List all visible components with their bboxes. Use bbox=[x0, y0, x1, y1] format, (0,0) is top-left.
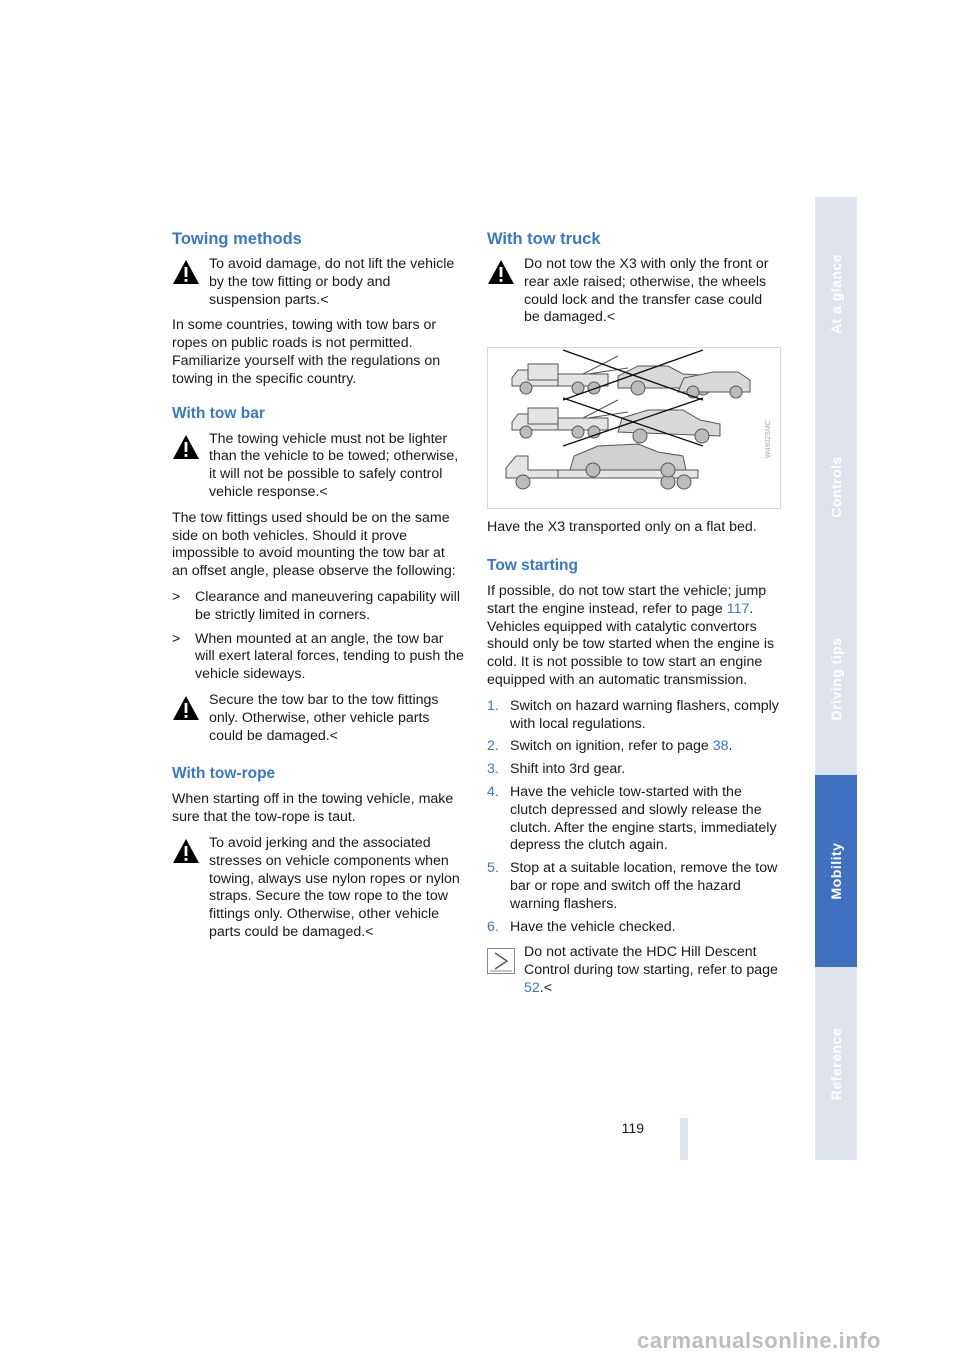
tow-truck-diagram bbox=[488, 348, 780, 508]
heading-tow-bar: With tow bar bbox=[172, 404, 265, 422]
list-item bbox=[172, 631, 464, 684]
step-text: Shift into 3rd gear. bbox=[510, 761, 626, 778]
bullet-marker: > bbox=[172, 630, 181, 647]
warning-block bbox=[487, 256, 779, 327]
paragraph-text: If possible, do not tow start the vehicle; jump start the engine instead, refer to page bbox=[487, 582, 767, 617]
towed-car-middle bbox=[618, 410, 720, 443]
bullet-list bbox=[172, 589, 464, 684]
tab-at-a-glance[interactable] bbox=[815, 197, 857, 392]
step-number: 1. bbox=[487, 697, 499, 714]
page-link[interactable]: 117 bbox=[726, 600, 750, 617]
step-number: 3. bbox=[487, 761, 499, 778]
tow-truck-illustration bbox=[487, 347, 781, 509]
list-item bbox=[487, 860, 779, 913]
page-number-bar bbox=[680, 1118, 688, 1160]
list-item-text: Clearance and maneuvering capability will be strictly limited in corners. bbox=[195, 588, 460, 623]
tab-driving-tips[interactable] bbox=[815, 583, 857, 777]
tab-reference[interactable] bbox=[815, 967, 857, 1162]
step-text: Switch on hazard warning flashers, comply with local regulations. bbox=[510, 697, 779, 732]
tow-truck-top bbox=[512, 356, 628, 394]
list-item bbox=[487, 738, 779, 756]
list-item bbox=[487, 698, 779, 734]
warning-triangle-icon bbox=[172, 695, 200, 721]
warning-block bbox=[172, 692, 464, 745]
tab-label: Reference bbox=[828, 1027, 844, 1100]
page-link[interactable]: 38 bbox=[712, 738, 729, 755]
warning-text: The towing vehicle must not be lighter than the vehicle to be towed; otherwise, it will not be possible to safely control vehicle response.< bbox=[209, 430, 459, 500]
warning-triangle-icon bbox=[172, 434, 200, 460]
heading-tow-rope: With tow-rope bbox=[172, 765, 276, 783]
right-column bbox=[487, 228, 779, 1006]
step-number: 6. bbox=[487, 918, 499, 935]
note-text bbox=[487, 944, 779, 997]
watermark: carmanualsonline.info bbox=[637, 1328, 881, 1353]
left-column bbox=[172, 228, 464, 950]
list-item-text: When mounted at an angle, the tow bar will exert lateral forces, tending to push the vehicle sideways. bbox=[195, 630, 464, 683]
tab-mobility[interactable] bbox=[815, 775, 857, 969]
tow-truck-middle bbox=[512, 400, 628, 438]
section-tabs bbox=[815, 197, 857, 1160]
step-text-after: . bbox=[728, 738, 733, 755]
warning-text: To avoid jerking and the associated stresses on vehicle components when towing, always use nylon ropes or nylon straps. Secure the tow rope to the tow fittings only. Otherwise, other vehicle parts could be damaged.< bbox=[209, 834, 460, 940]
step-number: 4. bbox=[487, 783, 499, 800]
step-number: 2. bbox=[487, 738, 499, 755]
paragraph: The tow fittings used should be on the same side on both vehicles. Should it prove impossible to avoid mounting the tow bar at an offset angle, please observe the following: bbox=[172, 509, 456, 580]
paragraph-text: . Vehicles equipped with catalytic convertors should only be tow started when the engine is cold. It is not possible to tow start an engine equipped with an automatic transmission. bbox=[487, 600, 775, 688]
list-item bbox=[487, 784, 779, 855]
paragraph: In some countries, towing with tow bars or ropes on public roads is not permitted. Familiarize yourself with the regulations on towing in the specific country. bbox=[172, 317, 441, 387]
heading-tow-truck: With tow truck bbox=[487, 230, 601, 248]
warning-triangle-icon bbox=[172, 259, 200, 285]
figure-caption: Have the X3 transported only on a flat bed. bbox=[487, 519, 757, 536]
step-text: Stop at a suitable location, remove the tow bar or rope and switch off the hazard warning flashers. bbox=[510, 860, 778, 912]
bullet-marker: > bbox=[172, 588, 181, 605]
warning-text: Secure the tow bar to the tow fittings only. Otherwise, other vehicle parts could be damaged.< bbox=[209, 691, 439, 744]
paragraph bbox=[487, 583, 779, 690]
warning-text: To avoid damage, do not lift the vehicle by the tow fitting or body and suspension parts.< bbox=[209, 256, 455, 308]
warning-block bbox=[172, 256, 464, 309]
step-text: Have the vehicle tow-started with the clutch depressed and slowly release the clutch. After the engine starts, immediately depress the clutch again. bbox=[510, 783, 777, 854]
heading-towing-methods: Towing methods bbox=[172, 230, 302, 248]
list-item bbox=[487, 761, 779, 779]
step-number: 5. bbox=[487, 860, 499, 877]
list-item bbox=[487, 919, 779, 937]
tab-controls[interactable] bbox=[815, 390, 857, 585]
warning-text: Do not tow the X3 with only the front or rear axle raised; otherwise, the wheels could lock and the transfer case could be damaged.< bbox=[524, 256, 769, 326]
tab-label: Mobility bbox=[828, 842, 844, 900]
warning-block bbox=[172, 835, 464, 942]
step-text: Have the vehicle checked. bbox=[510, 918, 676, 935]
tab-label: At a glance bbox=[828, 253, 844, 334]
page-number: 119 bbox=[621, 1120, 644, 1136]
warning-block bbox=[172, 431, 464, 502]
note-arrow-icon bbox=[487, 948, 515, 974]
tab-label: Controls bbox=[828, 455, 844, 518]
page-link[interactable]: 52 bbox=[524, 979, 540, 996]
warning-triangle-icon bbox=[172, 838, 200, 864]
paragraph: When starting off in the towing vehicle, make sure that the tow-rope is taut. bbox=[172, 791, 454, 826]
note-text-part: Do not activate the HDC Hill Descent Control during tow starting, refer to page bbox=[524, 944, 778, 979]
note-text-end: .< bbox=[539, 979, 553, 996]
figure-code: W4902SMC bbox=[765, 420, 772, 459]
note-block bbox=[487, 944, 779, 997]
tab-label: Driving tips bbox=[828, 637, 844, 721]
heading-tow-starting: Tow starting bbox=[487, 556, 578, 574]
numbered-list bbox=[487, 698, 779, 937]
step-text: Switch on ignition, refer to page bbox=[510, 738, 713, 755]
warning-triangle-icon bbox=[487, 259, 515, 285]
list-item bbox=[172, 589, 464, 625]
